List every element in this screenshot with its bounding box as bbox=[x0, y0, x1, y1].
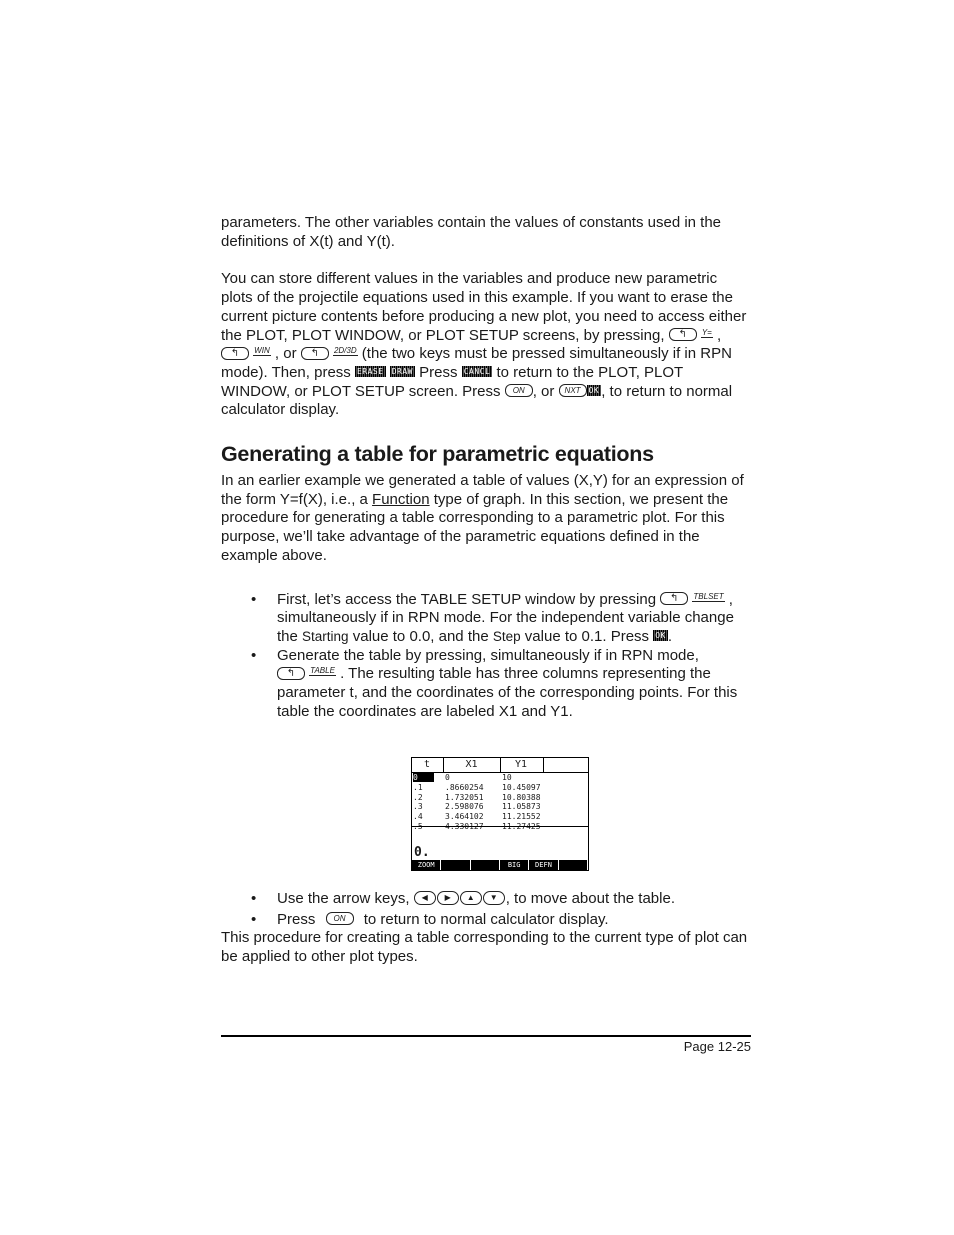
footer-rule bbox=[221, 1035, 751, 1037]
cancel-softkey: CANCL bbox=[463, 367, 491, 377]
text-run: value to 0.0, and the bbox=[352, 627, 489, 645]
text-run: type of graph. In this section, we present the procedure for generating a table corresponding to a parametric plot. For this purpose, we’ll take advantage of the parametric equations defined in the example above. bbox=[221, 490, 729, 564]
left-shift-key-icon bbox=[277, 667, 305, 680]
bullet-icon: • bbox=[251, 890, 257, 907]
closing-paragraph: This procedure for creating a table corresponding to the current type of plot can be applied to other plot types. bbox=[221, 929, 748, 966]
menu-blank bbox=[441, 860, 470, 870]
text-run: , bbox=[717, 326, 722, 344]
left-shift-key-icon bbox=[221, 347, 249, 360]
list-item bbox=[221, 591, 751, 647]
text-run: value to 0.1. Press bbox=[524, 627, 650, 645]
table-cell: 0 bbox=[445, 773, 450, 782]
step-term: Step bbox=[492, 628, 521, 644]
table-rows bbox=[412, 773, 588, 832]
table-cell: .8660254 bbox=[445, 782, 484, 792]
menu-big: BIG bbox=[500, 860, 529, 870]
ok-softkey: OK bbox=[655, 631, 666, 641]
table-row bbox=[412, 773, 588, 783]
table-cell: 10 bbox=[502, 773, 512, 782]
table-cell: .2 bbox=[413, 792, 423, 802]
table-cell: 11.05873 bbox=[502, 802, 541, 812]
on-key-icon: ON bbox=[505, 384, 533, 397]
after-screen-text bbox=[221, 890, 751, 967]
text-run: Use the arrow keys, bbox=[277, 890, 410, 907]
left-shift-key-icon bbox=[301, 347, 329, 360]
table-row bbox=[412, 802, 588, 812]
column-header-t: t bbox=[423, 759, 431, 770]
steps-list bbox=[221, 591, 751, 722]
key-label-win: WIN bbox=[254, 346, 270, 356]
left-shift-key-icon bbox=[660, 592, 688, 605]
function-term: Function bbox=[372, 490, 430, 508]
ok-softkey: OK bbox=[588, 386, 600, 396]
section-paragraph bbox=[221, 472, 751, 566]
down-arrow-key-icon: ▼ bbox=[483, 891, 505, 905]
text-run: First, let’s access the TABLE SETUP window by pressing bbox=[277, 590, 657, 608]
up-arrow-key-icon: ▲ bbox=[460, 891, 482, 905]
page-body bbox=[221, 214, 751, 721]
divider bbox=[412, 826, 588, 827]
table-cell: 3.464102 bbox=[445, 812, 484, 822]
table-cell: 1.732051 bbox=[445, 792, 484, 802]
text-run: Press bbox=[419, 363, 458, 381]
table-cell: 0 bbox=[413, 773, 434, 782]
intro-paragraph-2 bbox=[221, 270, 751, 420]
list-item bbox=[221, 647, 751, 722]
list-item bbox=[221, 911, 751, 930]
column-header-x1: X1 bbox=[465, 759, 478, 770]
key-label-table: TABLE bbox=[310, 666, 335, 676]
text-run: , or bbox=[274, 345, 297, 363]
table-cell: 2.598076 bbox=[445, 802, 484, 812]
bullet-icon: • bbox=[251, 590, 257, 608]
section-heading: Generating a table for parametric equations bbox=[221, 442, 654, 467]
page-number: Page 12-25 bbox=[683, 1039, 751, 1054]
table-cell: .4 bbox=[413, 812, 423, 822]
edit-line-value: 0. bbox=[414, 845, 430, 860]
table-cell: .1 bbox=[413, 782, 423, 792]
table-header bbox=[412, 758, 588, 773]
on-key-icon: ON bbox=[326, 912, 354, 925]
text-run: . The resulting table has three columns representing the parameter t, and the coordinates of the corresponding points. For this table the coordinates are labeled X1 and Y1. bbox=[277, 665, 738, 720]
intro-paragraph-1: parameters. The other variables contain the values of constants used in the definitions of X(t) and Y(t). bbox=[221, 214, 722, 250]
table-row bbox=[412, 793, 588, 803]
text-run: to return to the PLOT, PLOT WINDOW, or PLOT SETUP screen. Press bbox=[221, 363, 683, 400]
table-cell: 11.21552 bbox=[502, 812, 541, 822]
menu-defn: DEFN bbox=[529, 860, 558, 870]
text-run: Press bbox=[277, 910, 316, 928]
right-arrow-key-icon: ▶ bbox=[437, 891, 459, 905]
key-label-y-eq: Y= bbox=[701, 327, 712, 337]
menu-blank bbox=[471, 860, 500, 870]
table-cell: .3 bbox=[413, 802, 423, 812]
key-label-2d3d: 2D/3D bbox=[333, 346, 357, 356]
table-row bbox=[412, 783, 588, 793]
left-arrow-key-icon: ◀ bbox=[414, 891, 436, 905]
calculator-table-screen bbox=[411, 757, 589, 871]
nxt-key-icon: NXT bbox=[559, 384, 587, 397]
text-run: to return to normal calculator display. bbox=[363, 910, 609, 928]
left-shift-key-icon bbox=[669, 328, 697, 341]
erase-softkey: ERASE bbox=[356, 367, 384, 377]
draw-softkey: DRAW bbox=[391, 367, 413, 377]
softkey-menu bbox=[412, 860, 588, 870]
text-run: , or bbox=[532, 382, 555, 400]
text-run: Generate the table by pressing, simultaneously if in RPN mode, bbox=[277, 646, 699, 664]
table-row bbox=[412, 812, 588, 822]
text-run: . bbox=[667, 627, 673, 645]
key-label-tblset: TBLSET bbox=[693, 591, 724, 601]
bullet-icon: • bbox=[251, 910, 257, 928]
text-run: , simultaneously if in RPN mode. For the independent variable change the bbox=[277, 590, 734, 645]
menu-zoom: ZOOM bbox=[412, 860, 441, 870]
column-header-y1: Y1 bbox=[514, 759, 528, 770]
list-item bbox=[221, 890, 751, 909]
table-cell: 10.45097 bbox=[502, 782, 541, 792]
menu-blank bbox=[559, 860, 588, 870]
table-cell: 10.80388 bbox=[502, 792, 541, 802]
bullet-icon: • bbox=[251, 646, 257, 664]
text-run: In an earlier example we generated a table of values (X,Y) for an expression of the form Y=f(X), i.e., a bbox=[221, 472, 744, 508]
text-run: You can store different values in the variables and produce new parametric plots of the projectile equations used in this example. If you want to erase the current picture contents before producing a new plot, you need to access either the PLOT, PLOT WINDOW, or PLOT SETUP screens, by pressing, bbox=[221, 270, 747, 344]
text-run: , to return to normal calculator display. bbox=[221, 382, 733, 419]
steps-list-2 bbox=[221, 890, 751, 929]
starting-term: Starting bbox=[302, 628, 349, 644]
text-run: (the two keys must be pressed simultaneously if in RPN mode). Then, press bbox=[221, 345, 732, 381]
text-run: , to move about the table. bbox=[505, 890, 675, 907]
